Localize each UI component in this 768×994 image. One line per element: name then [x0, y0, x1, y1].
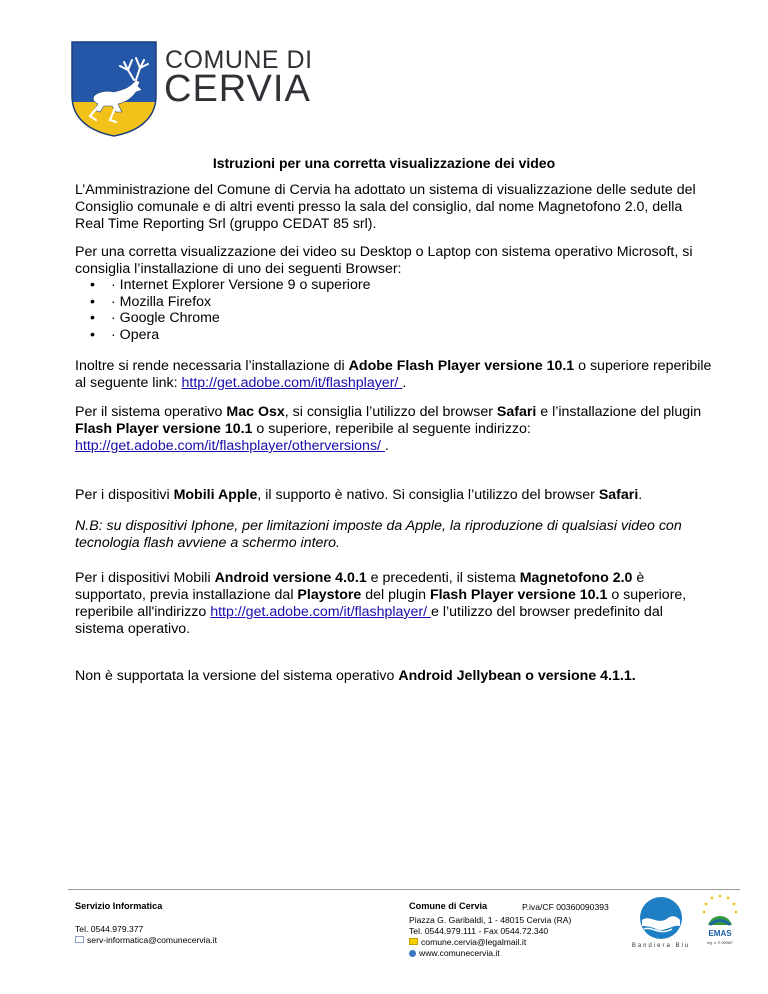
list-item: • · Opera	[90, 326, 160, 343]
footer-right-title: Comune di Cervia	[409, 901, 488, 911]
flash-paragraph: Inoltre si rende necessaria l’installazione di Adobe Flash Player versione 10.1 o superiore reperibile al seguente link: http://get.adobe.com/it/flashplayer/ .	[75, 358, 712, 391]
svg-text:reg. n. IT-000967: reg. n. IT-000967	[707, 941, 733, 945]
list-item: • · Google Chrome	[90, 310, 220, 326]
footer-left-tel: Tel. 0544.979.377	[75, 924, 144, 934]
footer-right-email[interactable]: comune.cervia@legalmail.it	[421, 937, 527, 947]
footer-address: Piazza G. Garibaldi, 1 - 48015 Cervia (RA)	[409, 915, 572, 925]
mail-icon	[409, 938, 418, 945]
unsupported-paragraph: Non è supportata la versione del sistema operativo Android Jellybean o versione 4.1.1.	[75, 668, 636, 684]
intro-paragraph: L’Amministrazione del Comune di Cervia ha adottato un sistema di visualizzazione delle sedute del Consiglio comunale e di altri eventi presso la sala del consiglio, dal nome Magnetofono 2.0, della Real Time Reporting Srl (gruppo CEDAT 85 srl).	[75, 182, 696, 232]
emas-icon	[700, 893, 740, 949]
apple-paragraph: Per i dispositivi Mobili Apple, il supporto è nativo. Si consiglia l’utilizzo del browser Safari.	[75, 487, 643, 503]
list-item: • · Mozilla Firefox	[90, 293, 212, 310]
globe-icon	[409, 950, 416, 957]
footer-left-email[interactable]: serv-informatica@comunecervia.it	[87, 935, 218, 945]
comune-cervia-shield-logo	[70, 40, 158, 138]
browser-list	[75, 277, 675, 343]
logo-line-2: CERVIA	[164, 68, 311, 110]
iphone-note: N.B: su dispositivi Iphone, per limitazioni imposte da Apple, la riproduzione di qualsiasi video con tecnologia flash avviene a schermo intero.	[75, 518, 682, 551]
mac-paragraph: Per il sistema operativo Mac Osx, si consiglia l’utilizzo del browser Safari e l’installazione del plugin Flash Player versione 10.1 o superiore, reperibile al seguente indirizzo: http://get.adobe.com/it/flashplayer/otherversions/ .	[75, 404, 702, 454]
svg-text:Bandiera Blu: Bandiera Blu	[631, 943, 691, 948]
browser-paragraph: Per una corretta visualizzazione dei video su Desktop o Laptop con sistema operativo Microsoft, si consiglia l’installazione di uno dei seguenti Browser:	[75, 244, 693, 277]
flashplayer-otherversions-link[interactable]: http://get.adobe.com/it/flashplayer/otherversions/	[75, 438, 385, 454]
footer-right-email-row	[409, 937, 526, 948]
list-item: • · Internet Explorer Versione 9 o superiore	[90, 277, 371, 293]
footer-left-email-row	[75, 935, 217, 946]
document-title: Istruzioni per una corretta visualizzazione dei video	[212, 155, 556, 171]
footer-divider	[68, 889, 740, 890]
bandiera-blu-icon	[628, 896, 694, 948]
mail-icon	[75, 936, 84, 943]
flashplayer-link[interactable]: http://get.adobe.com/it/flashplayer/	[181, 375, 403, 391]
logo-line-1: COMUNE DI	[165, 46, 313, 74]
android-paragraph: Per i dispositivi Mobili Android versione 4.0.1 e precedenti, il sistema Magnetofono 2.0 è supportato, previa installazione dal Playstore del plugin Flash Player versione 10.1 o superiore, reperibile all'indirizzo http://get.adobe.com/it/flashplayer/ e l’utilizzo del browser predefinito dal sistema operativo.	[75, 570, 687, 637]
footer-web-row	[409, 948, 500, 959]
footer-piva: P.iva/CF 00360090393	[522, 902, 609, 912]
flashplayer-android-link[interactable]: http://get.adobe.com/it/flashplayer/	[210, 604, 432, 620]
footer-left-title: Servizio Informatica	[75, 901, 163, 911]
footer-web[interactable]: www.comunecervia.it	[419, 948, 500, 958]
svg-text:EMAS: EMAS	[708, 929, 732, 938]
footer-right-tel: Tel. 0544.979.111 - Fax 0544.72.340	[409, 926, 549, 936]
